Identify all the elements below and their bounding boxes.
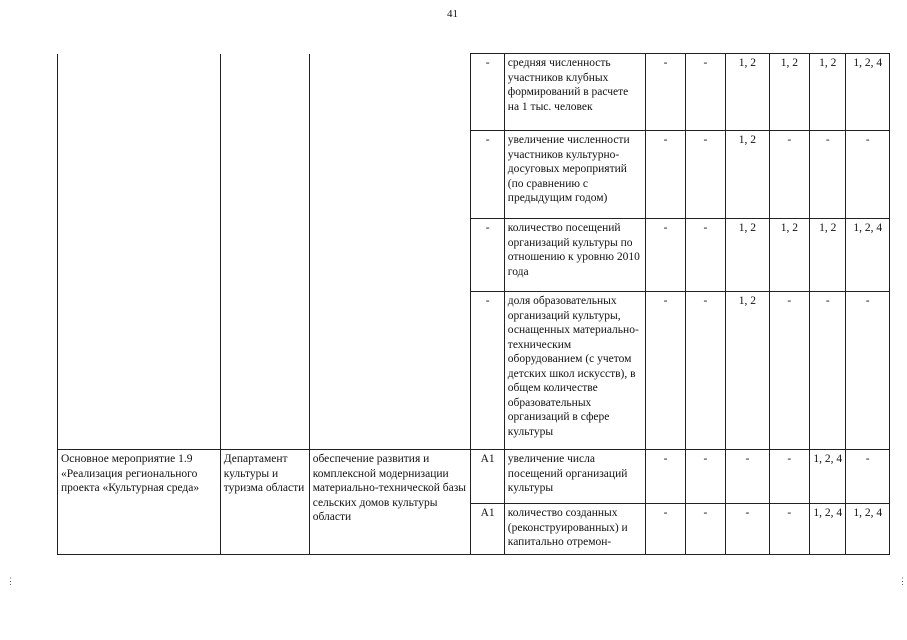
table-row xyxy=(58,450,890,504)
scan-edge-mark: ⋮ xyxy=(898,576,907,586)
value-cell: - xyxy=(846,131,890,219)
value-cell: 1, 2, 4 xyxy=(810,450,846,504)
value-cell: 1, 2 xyxy=(726,54,769,131)
empty-cell xyxy=(58,54,221,450)
scan-edge-mark: ⋮ xyxy=(6,576,15,586)
empty-cell xyxy=(220,54,309,450)
value-cell: - xyxy=(646,54,685,131)
value-cell: - xyxy=(646,131,685,219)
value-cell: - xyxy=(846,450,890,504)
program-table xyxy=(57,53,890,555)
indicator-text: количество созданных (реконструированных) и капитально отремон- xyxy=(504,504,646,555)
value-cell: 1, 2, 4 xyxy=(846,219,890,292)
value-cell: - xyxy=(810,131,846,219)
value-cell: - xyxy=(769,292,809,450)
event-name: Основное мероприятие 1.9 «Реализация регионального проекта «Культурная среда» xyxy=(58,450,221,555)
value-cell: - xyxy=(685,504,725,555)
value-cell: - xyxy=(726,450,769,504)
value-cell: - xyxy=(646,450,685,504)
indicator-code: - xyxy=(471,219,504,292)
indicator-code: А1 xyxy=(471,450,504,504)
page-number: 41 xyxy=(447,8,458,20)
value-cell: - xyxy=(646,504,685,555)
value-cell: - xyxy=(685,292,725,450)
event-executor: Департамент культуры и туризма области xyxy=(220,450,309,555)
value-cell: 1, 2 xyxy=(726,131,769,219)
event-goal: обеспечение развития и комплексной модернизации материально-технической базы сельских домов культуры области xyxy=(309,450,471,555)
value-cell: - xyxy=(769,131,809,219)
value-cell: 1, 2 xyxy=(810,54,846,131)
indicator-text: средняя численность участников клубных формирований в расчете на 1 тыс. человек xyxy=(504,54,646,131)
value-cell: - xyxy=(846,292,890,450)
value-cell: - xyxy=(810,292,846,450)
value-cell: 1, 2 xyxy=(726,292,769,450)
value-cell: - xyxy=(685,450,725,504)
indicator-code: - xyxy=(471,131,504,219)
value-cell: - xyxy=(685,131,725,219)
indicator-code: - xyxy=(471,292,504,450)
value-cell: 1, 2 xyxy=(769,54,809,131)
value-cell: - xyxy=(685,54,725,131)
value-cell: 1, 2, 4 xyxy=(846,504,890,555)
indicator-text: доля образовательных организаций культуры, оснащенных материально-техническим оборудованием (с учетом детских школ искусств), в общем количестве образовательных организаций в сфере культуры xyxy=(504,292,646,450)
table-row xyxy=(58,54,890,131)
value-cell: - xyxy=(646,219,685,292)
value-cell: - xyxy=(646,292,685,450)
indicator-code: А1 xyxy=(471,504,504,555)
value-cell: 1, 2, 4 xyxy=(810,504,846,555)
value-cell: - xyxy=(726,504,769,555)
indicator-text: количество посещений организаций культуры по отношению к уровню 2010 года xyxy=(504,219,646,292)
value-cell: - xyxy=(769,450,809,504)
indicator-text: увеличение численности участников культурно-досуговых мероприятий (по сравнению с предыдущим годом) xyxy=(504,131,646,219)
indicator-code: - xyxy=(471,54,504,131)
value-cell: - xyxy=(685,219,725,292)
value-cell: - xyxy=(769,504,809,555)
value-cell: 1, 2 xyxy=(810,219,846,292)
indicator-text: увеличение числа посещений организаций культуры xyxy=(504,450,646,504)
value-cell: 1, 2, 4 xyxy=(846,54,890,131)
value-cell: 1, 2 xyxy=(726,219,769,292)
value-cell: 1, 2 xyxy=(769,219,809,292)
empty-cell xyxy=(309,54,471,450)
